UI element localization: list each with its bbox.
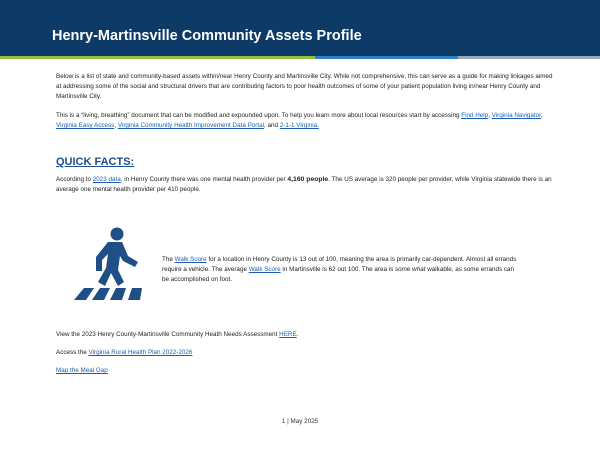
page-title: Henry-Martinsville Community Assets Profile [52,28,362,44]
link-walk-score-martinsville[interactable]: Walk Score [248,266,281,274]
quick-facts-heading: QUICK FACTS: [56,156,135,168]
rural-health-plan-line: Access the Virginia Rural Health Plan 2022-2026 [56,349,193,356]
accent-bar-grey [458,56,600,59]
link-map-the-meal-gap[interactable]: Map the Meal Gap [56,367,108,374]
link-assessment-here[interactable]: HERE [279,331,297,338]
link-walk-score-henry[interactable]: Walk Score [174,256,207,263]
link-211-virginia[interactable]: 2-1-1 Virginia. [279,122,319,130]
resources-text: This is a “living, breathing” document that can be modified and expounded upon. To help you learn more about local resources start by accessing [56,112,460,119]
accent-bar-blue [315,56,458,59]
link-virginia-easy-access[interactable]: Virginia Easy Access [56,122,115,130]
mental-health-paragraph: According to 2023 data, in Henry County there was one mental health provider per 4,160 people. The US average is 320 people per provider, while Virginia statewide there is an average one mental health provider per 410 people. [56,176,552,194]
assessment-line: View the 2023 Henry County-Martinsville Community Heath Needs Assessment HERE. [56,331,299,338]
meal-gap-line [56,366,108,376]
link-2023-data[interactable]: 2023 data [92,176,121,183]
header-banner [0,0,600,56]
page-footer: 1 | May 2025 [281,418,319,425]
link-virginia-navigator[interactable]: Virginia Navigator [491,112,541,119]
link-community-health-data-portal[interactable]: Virginia Community Health Improvement Data Portal [117,122,265,130]
link-find-help[interactable]: Find Help [461,112,489,119]
provider-ratio-value: 4,160 people [287,176,329,183]
link-rural-health-plan[interactable]: Virginia Rural Health Plan 2022-2026 [88,349,193,356]
accent-bar-green [0,56,315,59]
walk-score-paragraph: The Walk Score for a location in Henry County is 13 out of 100, meaning the area is primarily car-dependent. Almost all errands require a vehicle. The average Walk Score in Martinsville is 62 out 100. The area is some what walkable, as some errands can be accomplished on foot. [162,256,517,284]
resources-paragraph: This is a “living, breathing” document that can be modified and expounded upon. To help you learn more about local resources start by accessing Find Help, Virginia Navigator, Virginia Easy Access, Virginia Community Health Improvement Data Portal, and 2-1-1 Virginia. [56,112,543,130]
intro-paragraph: Below is a list of state and community-based assets within/near Henry County and Martinsville City. While not comprehensive, this can serve as a guide for making linkages aimed at addressing some of the social and structural drivers that are contributing factors to poor health outcomes of some of your patient population living in/near Henry County and Martinsville City. [56,73,553,101]
pedestrian-crosswalk-icon [72,226,148,300]
